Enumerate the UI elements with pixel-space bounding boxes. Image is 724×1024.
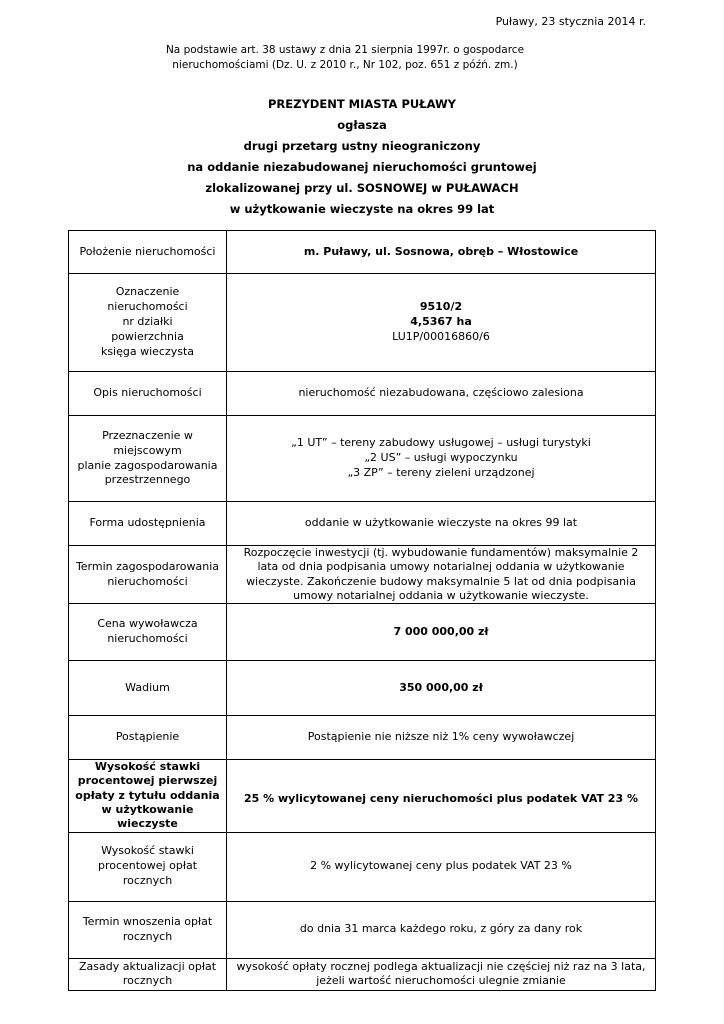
label-line: nr działki xyxy=(122,315,173,329)
value-line: 2 % wylicytowanej ceny plus podatek VAT 23 % xyxy=(310,859,572,873)
heading-line: drugi przetarg ustny nieograniczony xyxy=(243,139,481,153)
table-row xyxy=(69,604,656,661)
value-line: jeżeli wartość nieruchomości ulegnie zmianie xyxy=(316,974,566,988)
label-line: procentowej pierwszej xyxy=(77,774,218,788)
row-label xyxy=(69,502,227,546)
value-line: „3 ZP” – tereny zieleni urządzonej xyxy=(347,465,535,479)
value-line: umowy notarialnej oddania w użytkowanie wieczyste. xyxy=(293,588,589,602)
row-value xyxy=(227,372,656,416)
label-line: miejscowym xyxy=(113,443,182,457)
value-line: wieczyste. Zakończenie budowy maksymalnie 5 lat od dnia podpisania xyxy=(246,574,636,588)
label-line: powierzchnia xyxy=(111,329,184,343)
table-row xyxy=(69,546,656,604)
value-line: 350 000,00 zł xyxy=(399,680,483,694)
label-line: Wadium xyxy=(125,680,170,694)
table-row xyxy=(69,274,656,372)
value-line: 4,5367 ha xyxy=(410,315,472,329)
legal-basis-line: nieruchomościami (Dz. U. z 2010 r., Nr 102, poz. 651 z późń. zm.) xyxy=(172,58,518,71)
label-line: Termin zagospodarowania xyxy=(75,559,220,573)
table-row xyxy=(69,901,656,958)
label-line: rocznych xyxy=(122,974,173,988)
value-line: oddanie w użytkowanie wieczyste na okres 99 lat xyxy=(304,516,578,530)
value-line: nieruchomość niezabudowana, częściowo zalesiona xyxy=(298,386,584,400)
label-line: planie zagospodarowania xyxy=(77,458,218,472)
row-value xyxy=(227,760,656,832)
legal-basis-line: Na podstawie art. 38 ustawy z dnia 21 sierpnia 1997r. o gospodarce xyxy=(165,44,525,56)
label-line: przestrzennego xyxy=(104,473,191,487)
label-line: Wysokość stawki xyxy=(101,844,194,858)
label-line: Cena wywoławcza xyxy=(97,617,198,631)
row-label xyxy=(69,832,227,901)
row-value xyxy=(227,416,656,502)
value-line: Rozpoczęcie inwestycji (tj. wybudowanie fundamentów) maksymalnie 2 xyxy=(243,546,639,559)
table-row xyxy=(69,832,656,901)
row-label xyxy=(69,760,227,832)
heading-line: ogłasza xyxy=(337,118,387,132)
row-label xyxy=(69,231,227,274)
heading-line: zlokalizowanej przy ul. SOSNOWEJ w PUŁAWACH xyxy=(205,181,519,195)
value-line: 9510/2 xyxy=(419,300,463,314)
label-line: Termin wnoszenia opłat xyxy=(82,914,213,928)
heading-line: na oddanie niezabudowanej nieruchomości gruntowej xyxy=(187,160,537,174)
table-row xyxy=(69,760,656,832)
row-value xyxy=(227,604,656,661)
value-line: 7 000 000,00 zł xyxy=(393,624,489,638)
table-row xyxy=(69,958,656,990)
value-line: „1 UT” – tereny zabudowy usługowej – usługi turystyki xyxy=(291,436,591,450)
row-value xyxy=(227,546,656,604)
row-label xyxy=(69,716,227,760)
value-line: wysokość opłaty rocznej podlega aktualizacji nie częściej niż raz na 3 lata, xyxy=(236,960,646,974)
row-value xyxy=(227,502,656,546)
value-line: LU1P/00016860/6 xyxy=(392,329,490,343)
label-line: nieruchomości xyxy=(107,574,188,588)
row-label xyxy=(69,546,227,604)
label-line: Wysokość stawki xyxy=(94,760,201,774)
row-value xyxy=(227,716,656,760)
label-line: Zasady aktualizacji opłat xyxy=(78,960,217,974)
property-info-table xyxy=(68,230,656,991)
label-line: nieruchomości xyxy=(107,632,188,646)
value-line: lata od dnia podpisania umowy notarialnej oddania w użytkowanie xyxy=(257,560,625,574)
table-row xyxy=(69,502,656,546)
label-line: rocznych xyxy=(122,874,173,888)
value-line: „2 US” – usługi wypoczynku xyxy=(364,451,518,465)
table-row xyxy=(69,661,656,716)
row-label xyxy=(69,372,227,416)
row-value xyxy=(227,958,656,990)
label-line: Położenie nieruchomości xyxy=(79,244,216,258)
row-label xyxy=(69,901,227,958)
row-value xyxy=(227,901,656,958)
document-date: Puławy, 23 stycznia 2014 r. xyxy=(495,15,646,28)
label-line: rocznych xyxy=(122,929,173,943)
label-line: Opis nieruchomości xyxy=(93,386,202,400)
row-label xyxy=(69,661,227,716)
legal-basis xyxy=(0,43,690,72)
label-line: opłaty z tytułu oddania xyxy=(75,788,220,802)
label-line: Oznaczenie xyxy=(115,285,180,299)
value-line: Postąpienie nie niższe niż 1% ceny wywoławczej xyxy=(307,730,575,744)
label-line: w użytkowanie xyxy=(101,803,194,817)
label-line: nieruchomości xyxy=(107,300,188,314)
label-line: Postąpienie xyxy=(115,730,180,744)
row-value xyxy=(227,661,656,716)
table-row xyxy=(69,372,656,416)
row-value xyxy=(227,274,656,372)
row-label xyxy=(69,416,227,502)
label-line: Forma udostępnienia xyxy=(89,516,206,530)
row-value xyxy=(227,832,656,901)
label-line: procentowej opłat xyxy=(97,859,198,873)
row-label xyxy=(69,274,227,372)
value-line: do dnia 31 marca każdego roku, z góry za dany rok xyxy=(299,922,583,936)
table-row xyxy=(69,416,656,502)
label-line: Przeznaczenie w xyxy=(102,428,193,442)
heading-line: w użytkowanie wieczyste na okres 99 lat xyxy=(229,202,495,216)
heading-line: PREZYDENT MIASTA PUŁAWY xyxy=(268,97,456,111)
value-line: m. Puławy, ul. Sosnowa, obręb – Włostowice xyxy=(303,244,579,258)
row-label xyxy=(69,958,227,990)
table-row xyxy=(69,231,656,274)
row-label xyxy=(69,604,227,661)
announcement-heading xyxy=(0,94,724,220)
label-line: księga wieczysta xyxy=(100,344,195,358)
value-line: 25 % wylicytowanej ceny nieruchomości plus podatek VAT 23 % xyxy=(244,791,638,805)
row-value xyxy=(227,231,656,274)
label-line: wieczyste xyxy=(117,817,178,831)
table-row xyxy=(69,716,656,760)
